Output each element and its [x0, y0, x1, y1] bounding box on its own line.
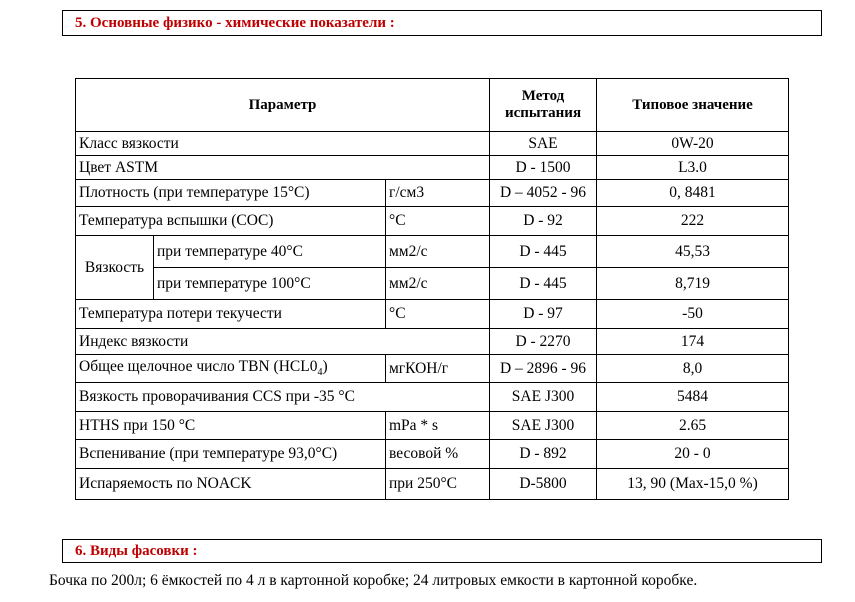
row-value: 174 [597, 329, 789, 355]
row-value: 13, 90 (Max-15,0 %) [597, 469, 789, 500]
row-unit: г/см3 [386, 180, 490, 207]
row-param: Плотность (при температуре 15°С) [76, 180, 386, 207]
table-row [76, 207, 789, 236]
row-method: D – 2896 - 96 [490, 355, 597, 383]
row-value: 20 - 0 [597, 440, 789, 469]
row-group-viscosity: Вязкость [76, 236, 154, 300]
table-row [76, 300, 789, 329]
table-row [76, 440, 789, 469]
row-param: Класс вязкости [76, 132, 490, 156]
table-row [76, 355, 789, 383]
tbn-suffix: ) [322, 358, 328, 376]
row-value: -50 [597, 300, 789, 329]
table-header-row [76, 79, 789, 132]
table-row [76, 383, 789, 412]
row-value: 45,53 [597, 236, 789, 268]
properties-table [75, 78, 789, 500]
row-value: 222 [597, 207, 789, 236]
row-method: D - 92 [490, 207, 597, 236]
row-unit: мм2/с [386, 268, 490, 300]
row-unit: °С [386, 300, 490, 329]
row-method: D-5800 [490, 469, 597, 500]
row-value: 5484 [597, 383, 789, 412]
table-row [76, 412, 789, 440]
row-value: 2.65 [597, 412, 789, 440]
row-param: Индекс вязкости [76, 329, 490, 355]
row-method: SAE J300 [490, 383, 597, 412]
table-row [76, 156, 789, 180]
table-row [76, 469, 789, 500]
row-param: Вязкость проворачивания CCS при -35 °С [76, 383, 490, 412]
row-method: D - 892 [490, 440, 597, 469]
row-value: 8,719 [597, 268, 789, 300]
row-method: D – 4052 - 96 [490, 180, 597, 207]
row-unit: mPa * s [386, 412, 490, 440]
row-param: Температура вспышки (COC) [76, 207, 386, 236]
section-5-title: 5. Основные физико - химические показатели : [62, 10, 822, 36]
row-param: Температура потери текучести [76, 300, 386, 329]
row-param: Испаряемость по NOACK [76, 469, 386, 500]
row-method: D - 445 [490, 236, 597, 268]
row-param: Вспенивание (при температуре 93,0°С) [76, 440, 386, 469]
tbn-label: Общее щелочное число TBN (HCL0 [79, 358, 318, 376]
table-row [76, 236, 789, 268]
row-value: 0W-20 [597, 132, 789, 156]
header-value: Типовое значение [597, 79, 789, 132]
row-method: D - 1500 [490, 156, 597, 180]
table-row [76, 329, 789, 355]
row-unit: при 250°С [386, 469, 490, 500]
table-row [76, 132, 789, 156]
table-row [76, 268, 789, 300]
row-method: D - 445 [490, 268, 597, 300]
row-method: D - 97 [490, 300, 597, 329]
row-unit: мгКОН/г [386, 355, 490, 383]
row-param [76, 355, 386, 383]
row-unit: мм2/с [386, 236, 490, 268]
row-unit: °С [386, 207, 490, 236]
tbn-subscript: 4 [317, 367, 323, 379]
row-param: HTHS при 150 °С [76, 412, 386, 440]
header-parameter: Параметр [76, 79, 490, 132]
row-method: SAE [490, 132, 597, 156]
row-value: 8,0 [597, 355, 789, 383]
packaging-note: Бочка по 200л; 6 ёмкостей по 4 л в картонной коробке; 24 литровых емкости в картонной коробке. [49, 572, 698, 589]
section-6-title: 6. Виды фасовки : [62, 539, 822, 563]
row-value: 0, 8481 [597, 180, 789, 207]
table-row [76, 180, 789, 207]
row-sub-param: при температуре 100°С [154, 268, 386, 300]
row-method: D - 2270 [490, 329, 597, 355]
row-sub-param: при температуре 40°С [154, 236, 386, 268]
row-value: L3.0 [597, 156, 789, 180]
row-method: SAE J300 [490, 412, 597, 440]
row-param: Цвет ASTM [76, 156, 490, 180]
row-unit: весовой % [386, 440, 490, 469]
header-method: Метод испытания [490, 79, 597, 132]
